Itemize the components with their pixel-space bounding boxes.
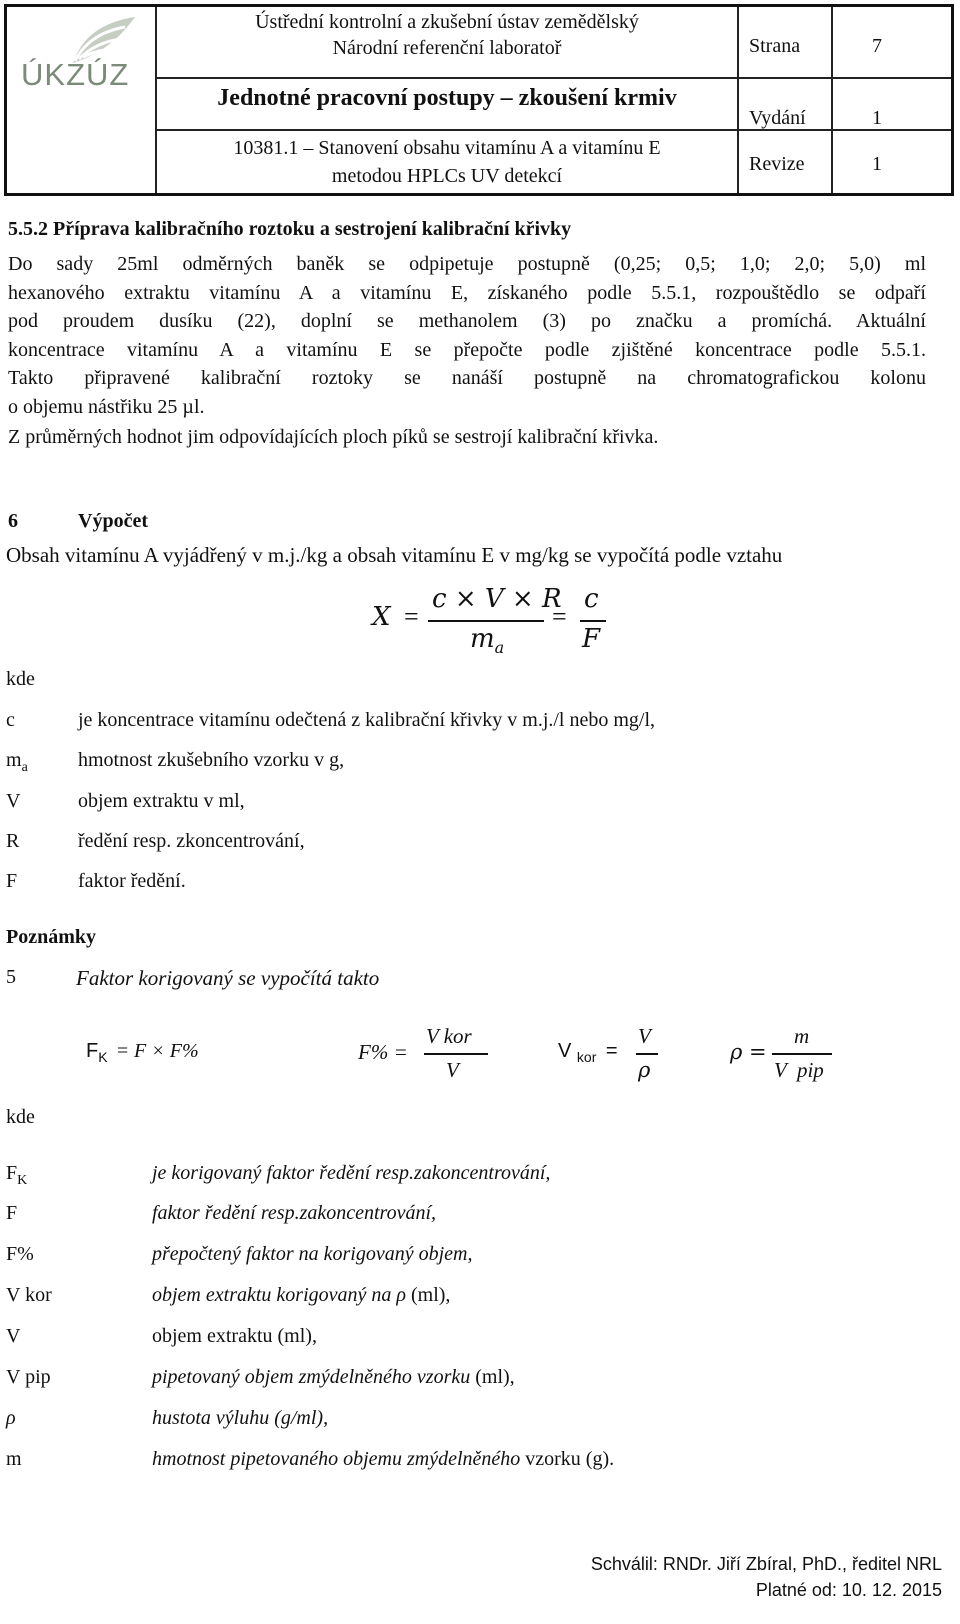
note-number: 5 xyxy=(6,966,16,988)
variable-description: faktor ředění. xyxy=(78,870,186,892)
rho-formula-lhs: ρ = xyxy=(730,1040,767,1064)
paragraph-line: o objemu nástřiku 25 µl. xyxy=(8,395,205,418)
variable-description: je koncentrace vitamínu odečtená z kalibrační křivky v m.j./l nebo mg/l, xyxy=(78,709,656,731)
formula-denominator: $m_a$ xyxy=(470,624,505,658)
paragraph-line: pod proudem dusíku (22), doplní se methanolem (3) po značku a promíchá. Aktuální xyxy=(8,310,926,332)
formula-denominator-2: F xyxy=(582,624,601,654)
logo-text: ÚKZÚZ xyxy=(21,57,130,92)
section-heading-6: Výpočet xyxy=(78,510,148,532)
paragraph-line: Do sady 25ml odměrných baněk se odpipetuje postupně (0,25; 0,5; 1,0; 2,0; 5,0) ml xyxy=(8,253,926,275)
laboratory-name: Národní referenční laboratoř xyxy=(332,37,562,59)
paragraph-line: hexanového extraktu vitamínu A a vitamínu E, získaného podle 5.5.1, rozpouštědlo se odpaří xyxy=(8,281,926,304)
fp-numerator: V kor xyxy=(426,1024,472,1048)
variable-symbol: ρ xyxy=(6,1407,16,1429)
kde-label: kde xyxy=(6,668,35,690)
section-heading-552: 5.5.2 Příprava kalibračního roztoku a sestrojení kalibrační křivky xyxy=(8,218,572,240)
variable-description: hmotnost pipetovaného objemu zmýdelněného vzorku (g). xyxy=(152,1448,615,1470)
paragraph-line: Z průměrných hodnot jim odpovídajících ploch píků se sestrojí kalibrační křivka. xyxy=(8,426,659,448)
variable-symbol: F xyxy=(6,870,18,892)
variable-symbol: F xyxy=(6,1202,18,1224)
formula-lhs: X xyxy=(372,602,391,632)
variable-description: je korigovaný faktor ředění resp.zakoncentrování, xyxy=(152,1162,551,1184)
document-title: Jednotné pracovní postupy – zkoušení krmiv xyxy=(217,85,677,111)
vkor-numerator: V xyxy=(638,1024,651,1048)
kde-label-2: kde xyxy=(6,1106,35,1128)
variable-description: pipetovaný objem zmýdelněného vzorku (ml), xyxy=(152,1366,515,1388)
variable-description: přepočtený faktor na korigovaný objem, xyxy=(152,1243,473,1265)
variable-symbol: $F_K$ xyxy=(6,1162,28,1188)
fp-formula-lhs: F% = xyxy=(358,1040,408,1064)
footer-approved: Schválil: RNDr. Jiří Zbíral, PhD., ředitel NRL xyxy=(590,1554,942,1574)
ukzuz-logo xyxy=(13,13,153,103)
section-552-paragraph xyxy=(8,250,926,421)
method-subtitle: metodou HPLCs UV detekcí xyxy=(331,165,563,187)
revision-label: Revize xyxy=(749,153,805,175)
formula-numerator: c × V × R xyxy=(432,584,562,614)
variable-symbol: R xyxy=(6,830,20,852)
formula-numerator-2: c xyxy=(584,584,599,614)
fp-denominator: V xyxy=(446,1058,459,1082)
method-title: 10381.1 – Stanovení obsahu vitamínu A a vitamínu E xyxy=(233,137,661,159)
fk-formula: $F_K = F \times F\%$ xyxy=(86,1040,199,1065)
variable-description: faktor ředění resp.zakoncentrování, xyxy=(152,1202,437,1224)
variable-description: objem extraktu (ml), xyxy=(152,1325,317,1347)
variable-symbol: c xyxy=(6,709,15,731)
rho-denominator: V pip xyxy=(774,1058,824,1082)
page-label: Strana xyxy=(749,35,801,57)
formula-equals-2: = xyxy=(552,602,567,631)
calculation-intro: Obsah vitamínu A vyjádřený v m.j./kg a obsah vitamínu E v mg/kg se vypočítá podle vztahu xyxy=(6,543,783,567)
note-text: Faktor korigovaný se vypočítá takto xyxy=(76,966,380,990)
variable-description: hmotnost zkušebního vzorku v g, xyxy=(78,749,345,771)
document-header xyxy=(4,4,954,196)
variable-symbol: V kor xyxy=(6,1284,52,1306)
variable-symbol: $m_a$ xyxy=(6,749,28,775)
variable-symbol: V xyxy=(6,790,21,812)
variable-description: hustota výluhu (g/ml), xyxy=(152,1407,329,1429)
page-number: 7 xyxy=(872,35,882,57)
section-number-6: 6 xyxy=(8,510,18,532)
revision-number: 1 xyxy=(872,153,882,175)
rho-numerator: m xyxy=(794,1024,810,1048)
variable-symbol: F% xyxy=(6,1243,34,1265)
paragraph-line: koncentrace vitamínu A a vitamínu E se přepočte podle zjištěné koncentrace podle 5.5.1. xyxy=(8,338,926,361)
variable-description: objem extraktu korigovaný na ρ (ml), xyxy=(152,1284,451,1306)
footer-valid-from: Platné od: 10. 12. 2015 xyxy=(755,1580,942,1600)
notes-heading: Poznámky xyxy=(6,926,96,948)
variable-description: ředění resp. zkoncentrování, xyxy=(78,830,305,852)
variable-symbol: V xyxy=(6,1325,21,1347)
institution-name: Ústřední kontrolní a zkušební ústav zemědělský xyxy=(255,11,639,33)
variable-symbol: m xyxy=(6,1448,22,1470)
variable-symbol: V pip xyxy=(6,1366,51,1388)
paragraph-line: Takto připravené kalibrační roztoky se nanáší postupně na chromatografickou kolonu xyxy=(8,367,926,389)
vkor-formula-lhs: V $_{kor}$ = xyxy=(558,1040,618,1065)
vkor-denominator: ρ xyxy=(638,1058,651,1082)
edition-number: 1 xyxy=(872,107,882,129)
variable-description: objem extraktu v ml, xyxy=(78,790,245,812)
edition-label: Vydání xyxy=(749,107,806,129)
formula-equals: = xyxy=(404,602,419,631)
